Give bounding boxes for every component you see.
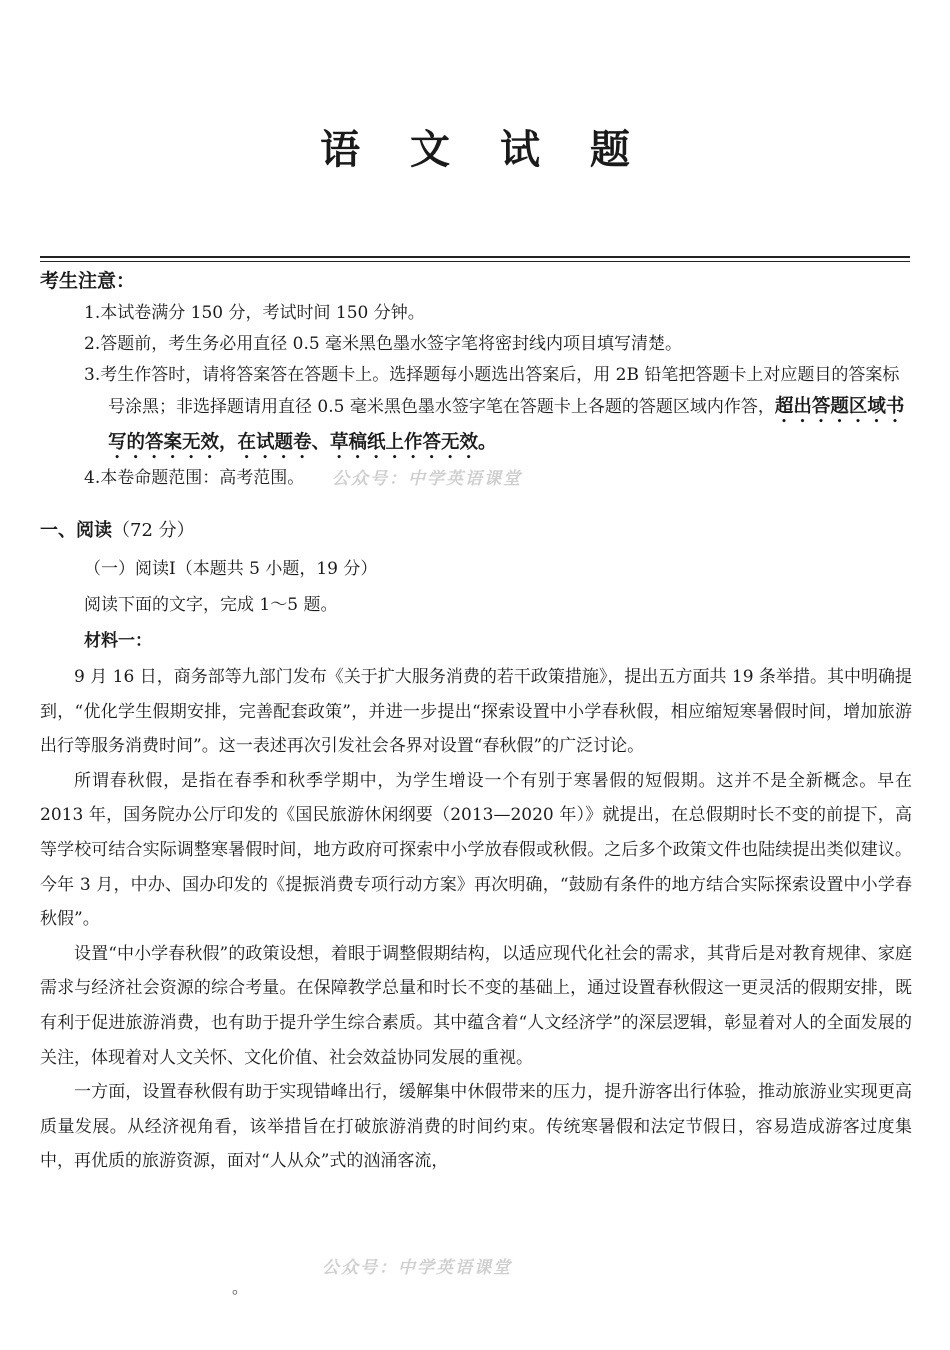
material-label: 材料一： (84, 631, 152, 651)
paragraph: 9 月 16 日，商务部等九部门发布《关于扩大服务消费的若干政策措施》，提出五方面共 19 条举措。其中明确提到，“优化学生假期安排，完善配套政策”，并进一步提出“探索设置中小学春秋假，相应缩短寒暑假时间，增加旅游出行等服务消费时间”。这一表述再次引发社会各界对设置“春秋假”的广泛讨论。 (40, 667, 912, 757)
header-divider-thin (40, 261, 910, 262)
instruction-text: 阅读下面的文字，完成 1～5 题。 (84, 595, 338, 615)
paragraph: 一方面，设置春秋假有助于实现错峰出行，缓解集中休假带来的压力，提升游客出行体验，推动旅游业实现更高质量发展。从经济视角看，该举措旨在打破旅游消费的时间约束。传统寒暑假和法定节假日，容易造成游客过度集中，再优质的旅游资源，面对“人从众”式的汹涌客流， (40, 1082, 912, 1172)
section-heading (40, 516, 195, 542)
article-body (40, 660, 912, 1179)
watermark: 公众号：中学英语课堂 (322, 1258, 512, 1278)
notice-item-3 (84, 360, 914, 463)
notice-item-2: 2.答题前，考生务必用直径 0.5 毫米黑色墨水签字笔将密封线内项目填写清楚。 (84, 334, 683, 354)
paragraph: 设置“中小学春秋假”的政策设想，着眼于调整假期结构，以适应现代化社会的需求，其背后是对教育规律、家庭需求与经济社会资源的综合考量。在保障教学总量和时长不变的基础上，通过设置春秋假这一更灵活的假期安排，既有利于促进旅游消费，也有助于提升学生综合素质。其中蕴含着“人文经济学”的深层逻辑，彰显着对人的全面发展的关注，体现着对人文关怀、文化价值、社会效益协同发展的重视。 (40, 943, 912, 1068)
trailing-mark: 。 (232, 1278, 249, 1297)
paragraph: 所谓春秋假，是指在春季和秋季学期中，为学生增设一个有别于寒暑假的短假期。这并不是全新概念。早在 2013 年，国务院办公厅印发的《国民旅游休闲纲要（2013—2020 年）》就提出，在总假期时长不变的前提下，高等学校可结合实际调整寒暑假时间，地方政府可探索中小学放春假或秋假。之后多个政策文件也陆续提出类似建议。今年 3 月，中办、国办印发的《提振消费专项行动方案》再次明确，“鼓励有条件的地方结合实际探索设置中小学春秋假”。 (40, 770, 912, 930)
header-divider-thick (40, 256, 910, 258)
part-heading: （一）阅读Ⅰ（本题共 5 小题，19 分） (84, 559, 378, 579)
section-score: （72 分） (112, 520, 195, 541)
section-title: 一、阅读 (40, 520, 112, 541)
page-title: 语 文 试 题 (320, 127, 648, 173)
watermark: 公众号：中学英语课堂 (332, 469, 522, 489)
notice-heading: 考生注意： (40, 270, 136, 292)
notice-item-4: 4.本卷命题范围：高考范围。 (84, 468, 305, 488)
notice-item-3-emphasis: 超出答题区域书写的答案无效，在试题卷、草稿纸上作答无效。 (108, 396, 905, 453)
notice-item-3-text: 3.考生作答时，请将答案答在答题卡上。选择题每小题选出答案后，用 2B 铅笔把答题卡上对应题目的答案标号涂黑；非选择题请用直径 0.5 毫米黑色墨水签字笔在答题卡上各题的答题区域内作答， (84, 365, 900, 417)
notice-item-1: 1.本试卷满分 150 分，考试时间 150 分钟。 (84, 303, 425, 323)
